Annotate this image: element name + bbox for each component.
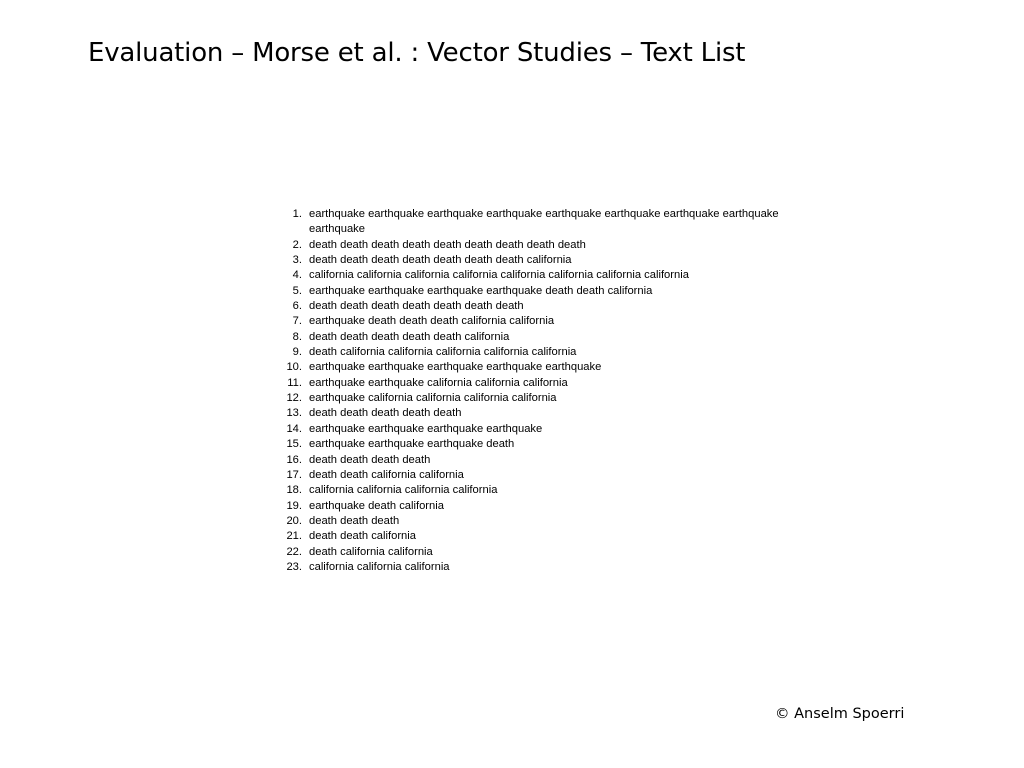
list-item-terms: death death death death bbox=[309, 453, 431, 466]
list-item-number: 6. bbox=[292, 300, 302, 313]
list-item-number: 4. bbox=[292, 269, 302, 282]
list-item bbox=[278, 391, 798, 406]
list-item-number: 2. bbox=[292, 238, 302, 251]
list-item bbox=[278, 483, 798, 498]
list-item-number: 7. bbox=[292, 315, 302, 328]
list-item bbox=[278, 345, 798, 360]
list-item-terms: death death death death death death death death death bbox=[309, 238, 586, 251]
list-item bbox=[278, 330, 798, 345]
list-item-terms: death death death death death death death california bbox=[309, 254, 572, 267]
list-item-number: 5. bbox=[292, 284, 302, 297]
list-item-terms: death death death death death california bbox=[309, 330, 510, 343]
list-item-number: 15. bbox=[286, 438, 302, 451]
list-item-terms: earthquake earthquake earthquake earthquake bbox=[309, 422, 543, 435]
list-item-terms: earthquake earthquake earthquake earthquake death death california bbox=[309, 284, 653, 297]
list-item-terms: earthquake death california bbox=[309, 499, 444, 512]
text-list-figure bbox=[278, 207, 798, 575]
list-item bbox=[278, 437, 798, 452]
list-item-number: 23. bbox=[286, 560, 302, 573]
list-item-terms: death death death bbox=[309, 514, 400, 527]
list-item bbox=[278, 253, 798, 268]
list-item-number: 1. bbox=[292, 208, 302, 220]
list-item bbox=[278, 560, 798, 575]
list-item-terms: earthquake death death death california california bbox=[309, 315, 555, 328]
slide-title: Evaluation – Morse et al. : Vector Studies – Text List bbox=[88, 38, 746, 68]
list-item bbox=[278, 238, 798, 253]
list-item-number: 10. bbox=[286, 361, 302, 374]
copyright-notice: © Anselm Spoerri bbox=[775, 706, 905, 722]
list-item-number: 3. bbox=[292, 254, 302, 267]
list-item-terms: death death death death death death death bbox=[309, 300, 524, 313]
list-item bbox=[278, 360, 798, 375]
list-item-terms: earthquake earthquake earthquake earthquake earthquake earthquake earthquake earthquake earthquake bbox=[309, 208, 779, 236]
list-item bbox=[278, 299, 798, 314]
list-item-terms: earthquake earthquake earthquake earthquake earthquake bbox=[309, 361, 602, 374]
list-item-terms: california california california bbox=[309, 560, 450, 573]
list-item-number: 9. bbox=[292, 346, 302, 359]
list-item-terms: earthquake earthquake california california california bbox=[309, 376, 568, 389]
list-item bbox=[278, 406, 798, 421]
list-item-number: 14. bbox=[286, 422, 302, 435]
list-item-terms: california california california california bbox=[309, 484, 498, 497]
list-item-terms: death death death death death bbox=[309, 407, 462, 420]
list-item bbox=[278, 545, 798, 560]
list-item-number: 19. bbox=[286, 499, 302, 512]
list-item bbox=[278, 314, 798, 329]
list-item bbox=[278, 284, 798, 299]
list-item bbox=[278, 453, 798, 468]
list-item-terms: death death california bbox=[309, 530, 416, 543]
list-item-number: 8. bbox=[292, 330, 302, 343]
list-item-terms: california california california california california california california california bbox=[309, 269, 689, 282]
list-item-number: 13. bbox=[286, 407, 302, 420]
list-item bbox=[278, 499, 798, 514]
list-item bbox=[278, 422, 798, 437]
list-item-terms: earthquake california california california california bbox=[309, 392, 557, 405]
list-item bbox=[278, 376, 798, 391]
list-item-terms: death california california bbox=[309, 545, 433, 558]
list-item-number: 22. bbox=[286, 545, 302, 558]
list-item bbox=[278, 207, 798, 238]
list-item-number: 18. bbox=[286, 484, 302, 497]
list-item bbox=[278, 468, 798, 483]
list-item-number: 17. bbox=[286, 468, 302, 481]
list-item-number: 11. bbox=[287, 376, 302, 389]
list-item bbox=[278, 514, 798, 529]
list-item-terms: death california california california california california bbox=[309, 346, 577, 359]
list-item-terms: earthquake earthquake earthquake death bbox=[309, 438, 515, 451]
list-item-number: 20. bbox=[286, 514, 302, 527]
list-item-terms: death death california california bbox=[309, 468, 464, 481]
list-item bbox=[278, 268, 798, 283]
list-item-number: 12. bbox=[286, 392, 302, 405]
list-item-number: 16. bbox=[286, 453, 302, 466]
list-item-number: 21. bbox=[286, 530, 302, 543]
list-item bbox=[278, 529, 798, 544]
